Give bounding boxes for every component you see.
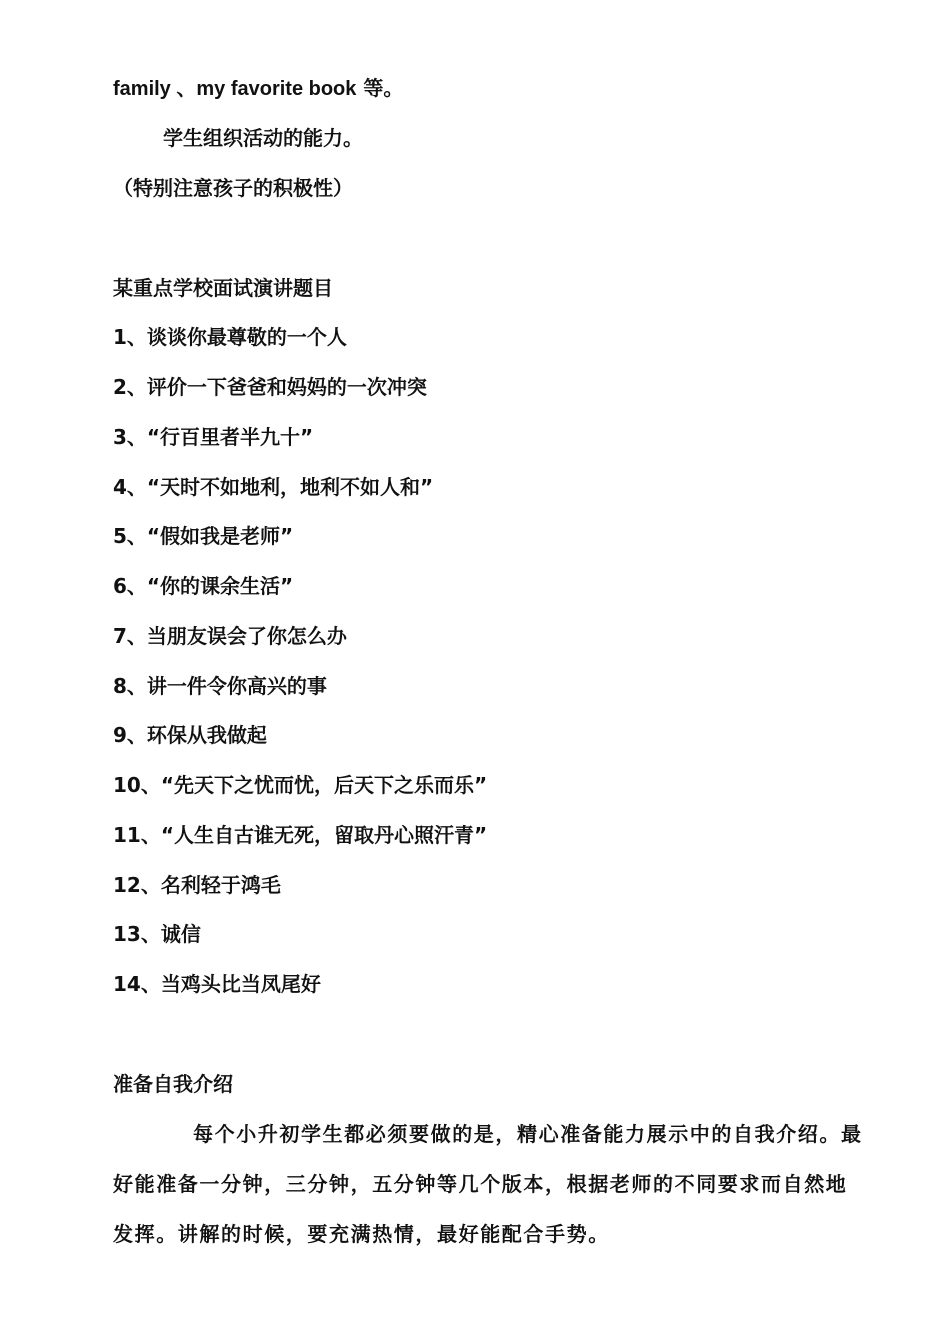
intro-line-2: 学生组织活动的能力。 [163, 126, 363, 150]
topic-item-4: 4、“天时不如地利，地利不如人和” [113, 475, 434, 499]
topic-item-8: 8、讲一件令你高兴的事 [113, 674, 327, 698]
topic-item-1: 1、谈谈你最尊敬的一个人 [113, 325, 347, 349]
topic-item-11: 11、“人生自古谁无死，留取丹心照汗青” [113, 823, 488, 847]
self-intro-heading: 准备自我介绍 [113, 1072, 233, 1096]
self-intro-paragraph-line-3: 发挥。讲解的时候，要充满热情，最好能配合手势。 [113, 1222, 610, 1246]
intro-line-1 [113, 74, 403, 103]
topic-item-9: 9、环保从我做起 [113, 723, 267, 747]
topic-item-10: 10、“先天下之忧而忧，后天下之乐而乐” [113, 773, 488, 797]
intro-latin-text: family 、my favorite book [113, 78, 357, 100]
topic-item-7: 7、当朋友误会了你怎么办 [113, 624, 347, 648]
topic-item-13: 13、诚信 [113, 922, 201, 946]
topic-item-3: 3、“行百里者半九十” [113, 425, 314, 449]
topic-item-6: 6、“你的课余生活” [113, 574, 294, 598]
topic-item-5: 5、“假如我是老师” [113, 524, 294, 548]
topics-heading: 某重点学校面试演讲题目 [113, 276, 333, 300]
self-intro-paragraph-line-1: 每个小升初学生都必须要做的是，精心准备能力展示中的自我介绍。最 [193, 1122, 863, 1146]
intro-line-3: （特别注意孩子的积极性） [113, 176, 353, 200]
self-intro-paragraph-line-2: 好能准备一分钟，三分钟，五分钟等几个版本，根据老师的不同要求而自然地 [113, 1172, 848, 1196]
topic-item-12: 12、名利轻于鸿毛 [113, 873, 281, 897]
intro-cn-text: 等。 [356, 76, 404, 100]
topic-item-2: 2、评价一下爸爸和妈妈的一次冲突 [113, 375, 427, 399]
topic-item-14: 14、当鸡头比当凤尾好 [113, 972, 321, 996]
